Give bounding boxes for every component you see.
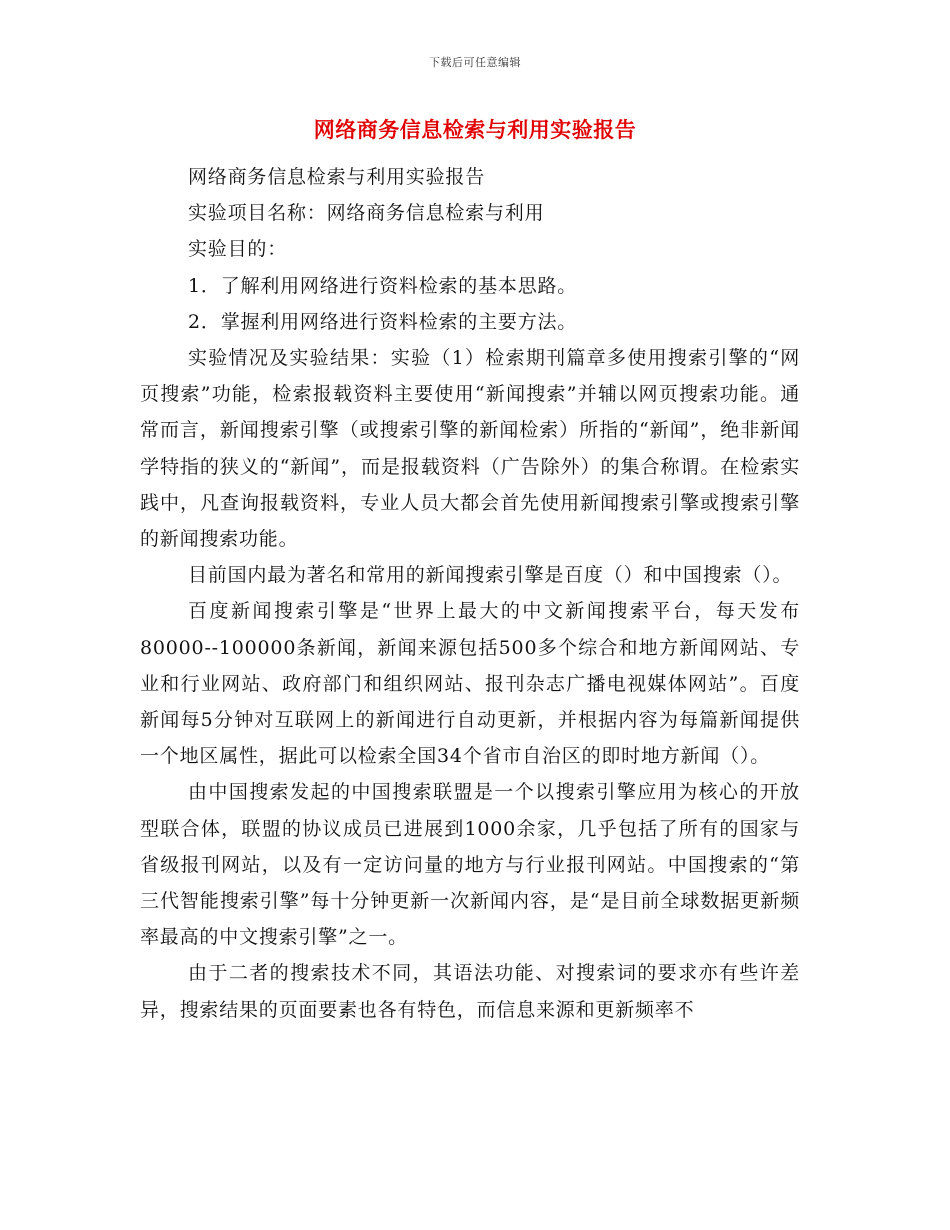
document-title: 网络商务信息检索与利用实验报告 [313,117,637,142]
paragraph-objective-2: 2．掌握利用网络进行资料检索的主要方法。 [188,310,578,333]
paragraph-differences: 由于二者的搜索技术不同，其语法功能、对搜索词的要求亦有些许差异，搜索结果的页面要素也各有特色，而信息来源和更新频率不 [140,962,800,1021]
paragraph-baidu: 百度新闻搜索引擎是“世界上最大的中文新闻搜索平台，每天发布80000--100000条新闻，新闻来源包括500多个综合和地方新闻网站、专业和行业网站、政府部门和组织网站、报刊杂志广播电视媒体网站”。百度新闻每5分钟对互联网上的新闻进行自动更新，并根据内容为每篇新闻提供一个地区属性，据此可以检索全国34个省市自治区的即时地方新闻（）。 [140,600,800,768]
document-body [140,159,800,1028]
paragraph-objective-heading: 实验目的： [188,238,288,261]
paragraph-repeated-title: 网络商务信息检索与利用实验报告 [188,166,486,188]
paragraph-chinasearch: 由中国搜索发起的中国搜索联盟是一个以搜索引擎应用为核心的开放型联合体，联盟的协议成员已进展到1000余家，几乎包括了所有的国家与省级报刊网站，以及有一定访问量的地方与行业报刊网站。中国搜索的“第三代智能搜索引擎”每十分钟更新一次新闻内容，是“是目前全球数据更新频率最高的中文搜索引擎”之一。 [140,781,800,949]
paragraph-engines: 目前国内最为著名和常用的新闻搜索引擎是百度（）和中国搜索（）。 [188,564,793,587]
header-note: 下载后可任意编辑 [429,56,521,69]
paragraph-project-name: 实验项目名称：网络商务信息检索与利用 [188,202,545,225]
paragraph-objective-1: 1．了解利用网络进行资料检索的基本思路。 [188,274,578,297]
paragraph-results: 实验情况及实验结果：实验（1）检索期刊篇章多使用搜索引擎的“网页搜索”功能，检索报载资料主要使用“新闻搜索”并辅以网页搜索功能。通常而言，新闻搜索引擎（或搜索引擎的新闻检索）所指的“新闻”，绝非新闻学特指的狭义的“新闻”，而是报载资料（广告除外）的集合称谓。在检索实践中，凡查询报载资料，专业人员大都会首先使用新闻搜索引擎或搜索引擎的新闻搜索功能。 [140,347,800,551]
